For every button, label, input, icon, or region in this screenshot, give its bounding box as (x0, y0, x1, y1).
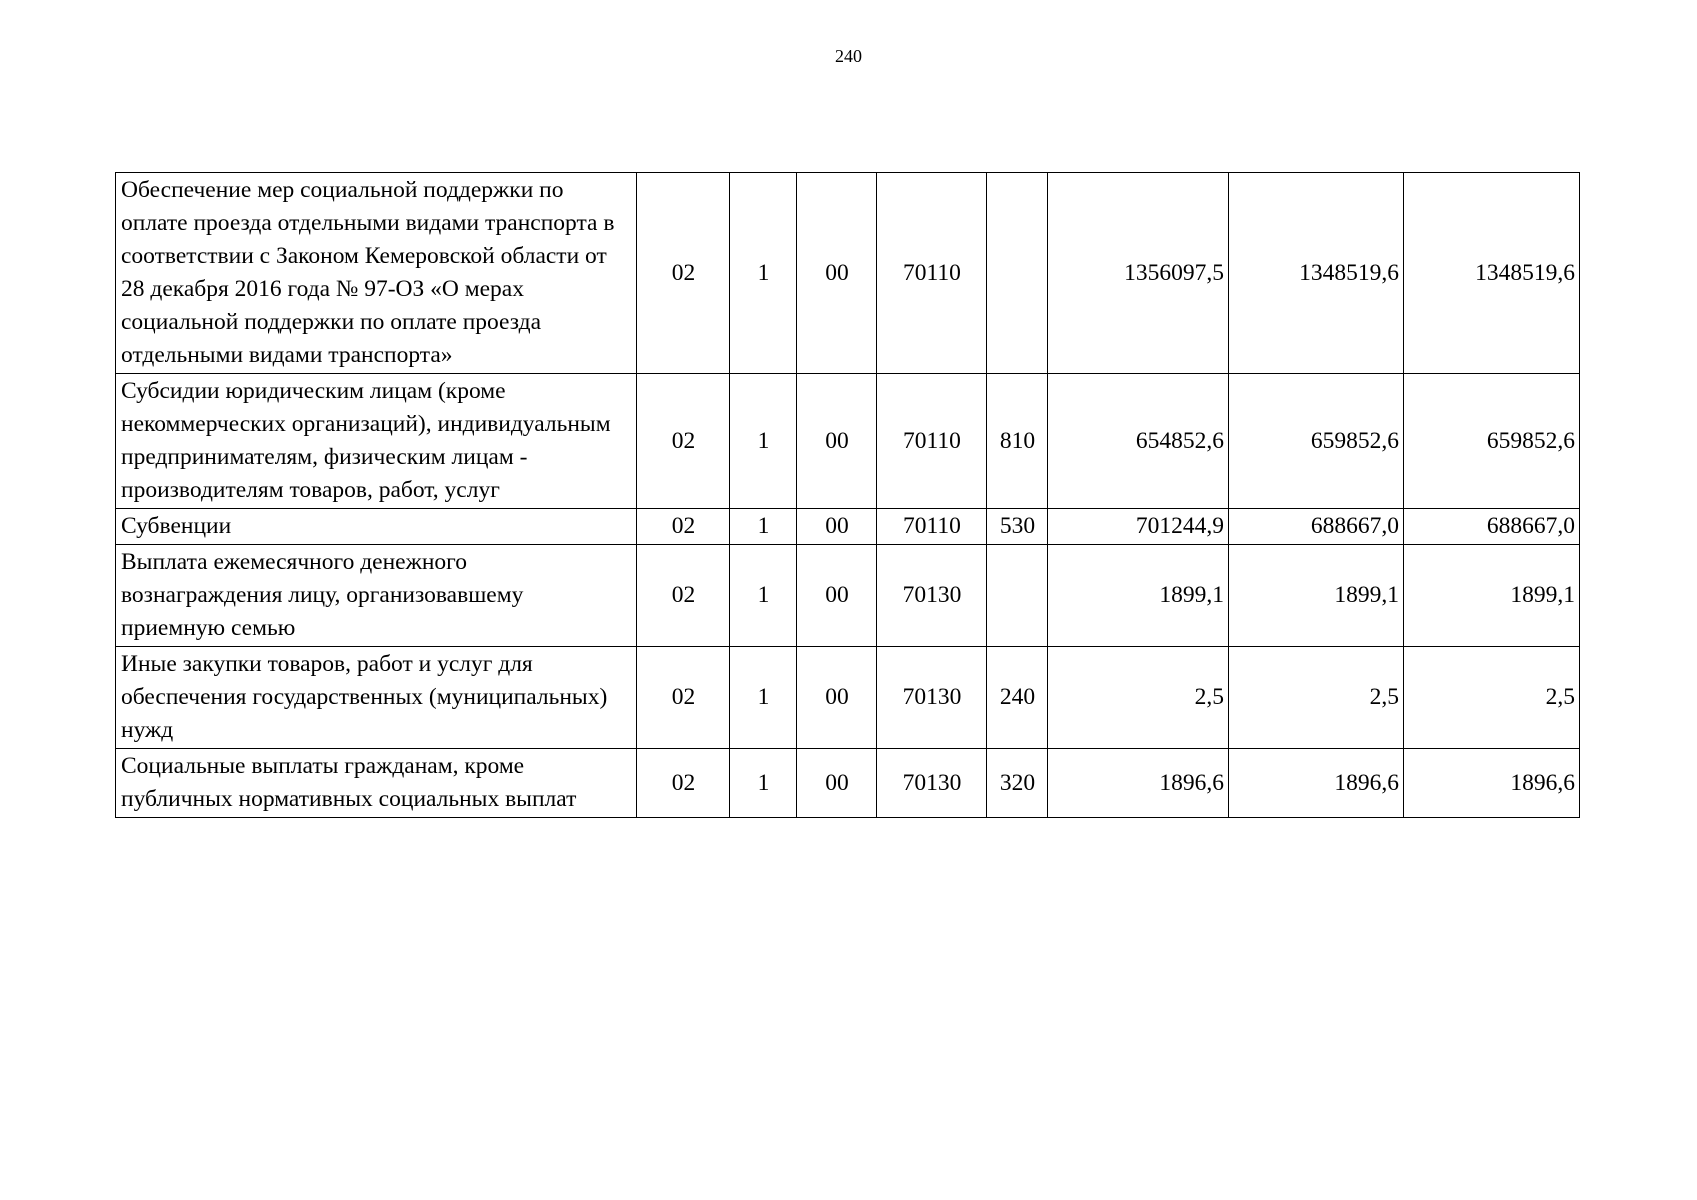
section-code: 02 (637, 173, 730, 374)
table-row (116, 173, 1580, 374)
program-code: 00 (797, 647, 877, 749)
table-row (116, 647, 1580, 749)
section-code: 02 (637, 647, 730, 749)
row-name: Субвенции (116, 509, 637, 545)
amount-2: 1348519,6 (1229, 173, 1404, 374)
row-name: Иные закупки товаров, работ и услуг для обеспечения государственных (муниципальных) нужд (116, 647, 637, 749)
amount-3: 688667,0 (1404, 509, 1580, 545)
subsection-code: 1 (730, 545, 797, 647)
section-code: 02 (637, 749, 730, 818)
page-number: 240 (835, 46, 862, 66)
target-article-code: 70130 (877, 647, 987, 749)
row-name: Выплата ежемесячного денежного вознаграждения лицу, организовавшему приемную семью (116, 545, 637, 647)
amount-1: 1899,1 (1048, 545, 1229, 647)
target-article-code: 70110 (877, 173, 987, 374)
expense-type-code (987, 545, 1048, 647)
amount-1: 1356097,5 (1048, 173, 1229, 374)
row-name: Обеспечение мер социальной поддержки по оплате проезда отдельными видами транспорта в соответствии с Законом Кемеровской области от 28 декабря 2016 года № 97-ОЗ «О мерах социальной поддержки по оплате проезда отдельными видами транспорта» (116, 173, 637, 374)
budget-table (115, 172, 1580, 818)
expense-type-code: 240 (987, 647, 1048, 749)
amount-1: 1896,6 (1048, 749, 1229, 818)
table-row (116, 374, 1580, 509)
program-code: 00 (797, 374, 877, 509)
amount-1: 654852,6 (1048, 374, 1229, 509)
expense-type-code: 810 (987, 374, 1048, 509)
amount-1: 701244,9 (1048, 509, 1229, 545)
target-article-code: 70110 (877, 509, 987, 545)
program-code: 00 (797, 173, 877, 374)
subsection-code: 1 (730, 749, 797, 818)
program-code: 00 (797, 509, 877, 545)
target-article-code: 70110 (877, 374, 987, 509)
amount-2: 1896,6 (1229, 749, 1404, 818)
amount-2: 1899,1 (1229, 545, 1404, 647)
amount-2: 659852,6 (1229, 374, 1404, 509)
section-code: 02 (637, 545, 730, 647)
amount-2: 688667,0 (1229, 509, 1404, 545)
table-row (116, 545, 1580, 647)
table-row (116, 509, 1580, 545)
amount-1: 2,5 (1048, 647, 1229, 749)
row-name: Социальные выплаты гражданам, кроме публичных нормативных социальных выплат (116, 749, 637, 818)
subsection-code: 1 (730, 647, 797, 749)
subsection-code: 1 (730, 509, 797, 545)
program-code: 00 (797, 545, 877, 647)
expense-type-code (987, 173, 1048, 374)
table-row (116, 749, 1580, 818)
program-code: 00 (797, 749, 877, 818)
row-name: Субсидии юридическим лицам (кроме некоммерческих организаций), индивидуальным предпринимателям, физическим лицам - производителям товаров, работ, услуг (116, 374, 637, 509)
amount-3: 1896,6 (1404, 749, 1580, 818)
amount-3: 1899,1 (1404, 545, 1580, 647)
expense-type-code: 320 (987, 749, 1048, 818)
expense-type-code: 530 (987, 509, 1048, 545)
subsection-code: 1 (730, 173, 797, 374)
target-article-code: 70130 (877, 749, 987, 818)
amount-3: 2,5 (1404, 647, 1580, 749)
subsection-code: 1 (730, 374, 797, 509)
amount-3: 659852,6 (1404, 374, 1580, 509)
amount-3: 1348519,6 (1404, 173, 1580, 374)
section-code: 02 (637, 374, 730, 509)
section-code: 02 (637, 509, 730, 545)
amount-2: 2,5 (1229, 647, 1404, 749)
target-article-code: 70130 (877, 545, 987, 647)
